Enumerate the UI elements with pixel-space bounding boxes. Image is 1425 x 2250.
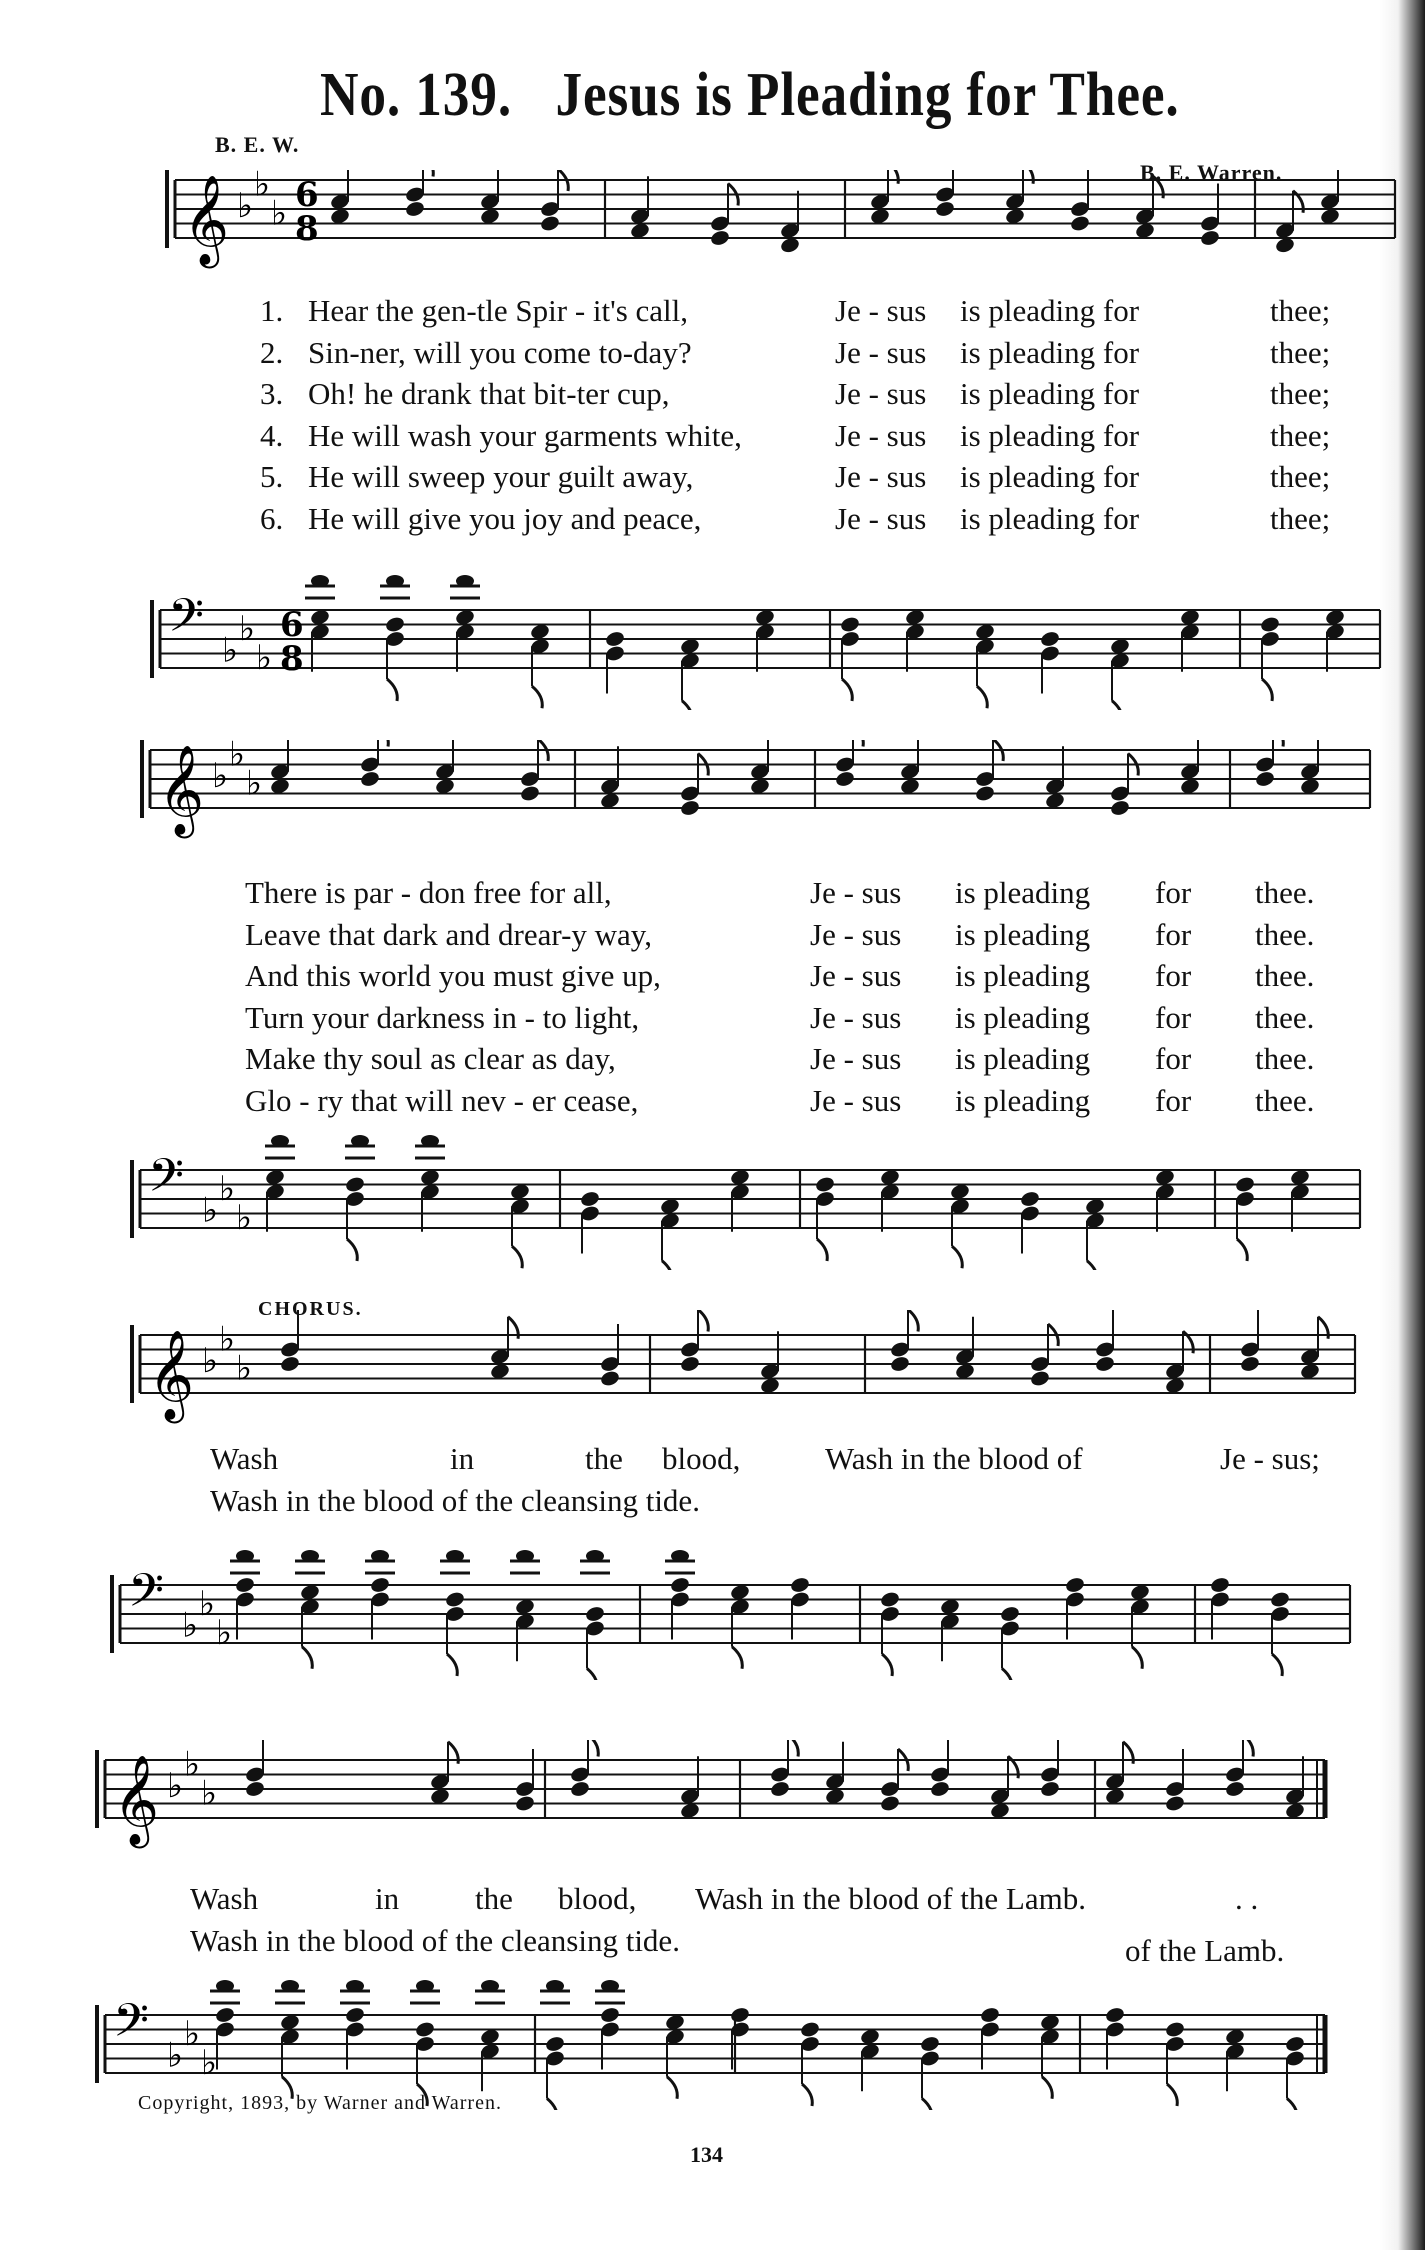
note-head (351, 1135, 369, 1147)
verse-line-a-6-part-2: He will give you joy and peace, (308, 500, 702, 536)
verse-line-b-5-part-2: Je - sus (810, 1041, 902, 1076)
flat-icon: ♭ (212, 756, 229, 796)
note-flag (682, 701, 692, 710)
note-head (384, 615, 405, 633)
note-head (234, 1576, 255, 1594)
verse-line-a-1-part-3: Je - sus (835, 293, 927, 328)
verse-line-b-5-part-3: is pleading (955, 1041, 1091, 1076)
note-head (1094, 1355, 1115, 1373)
verse-line-a-6-part-5: thee; (1270, 500, 1331, 536)
note-flag (698, 1310, 708, 1332)
verse-line-b-6-part-5: thee. (1255, 1082, 1315, 1118)
verse-line-b-2-part-3: is pleading (955, 916, 1091, 952)
system-3-bass-staff (0, 1530, 1400, 1680)
note-head (1069, 214, 1090, 232)
note-head (1039, 630, 1060, 648)
note-head (344, 1175, 365, 1193)
verse-line-a-5-part-2: He will sweep your guilt away, (308, 459, 694, 494)
note-flag (732, 1647, 742, 1669)
verse-line-a-1-part-1: 1. (260, 293, 284, 328)
verse-line-b-5-part-5: thee. (1255, 1041, 1315, 1076)
note-head (414, 2020, 435, 2038)
note-head (1164, 1794, 1185, 1812)
flat-icon: ♭ (219, 1168, 236, 1209)
chorus-line-2-lower (190, 1920, 1350, 1968)
flat-icon: ♭ (201, 1773, 218, 1814)
music-credit: B. E. Warren. (1140, 160, 1283, 185)
note-head (301, 1550, 319, 1562)
chorus-line-1-word-3: the (585, 1441, 623, 1476)
chorus-line-1-word-6: Je - sus; (1220, 1441, 1320, 1476)
verse-line-a-1 (260, 290, 1360, 332)
note-head (679, 1355, 700, 1373)
verse-line-a-3-part-2: Oh! he drank that bit-ter cup, (308, 376, 670, 411)
note-flag (952, 1246, 962, 1268)
note-flag (662, 1261, 672, 1270)
note-flag (1112, 701, 1122, 710)
verse-line-a-5-part-4: is pleading for (960, 459, 1140, 494)
verse-line-a-6-part-4: is pleading for (960, 500, 1140, 536)
note-head (799, 2020, 820, 2038)
note-flag (387, 679, 397, 701)
note-flag (853, 740, 863, 747)
hymn-title-row (320, 60, 1180, 131)
system-2-treble-staff (0, 740, 1400, 880)
words-credit: B. E. W. (215, 132, 300, 157)
chorus-line-2-upper (190, 1878, 1350, 1920)
note-head (1104, 2006, 1125, 2024)
note-head (671, 1550, 689, 1562)
note-flag (1243, 1740, 1253, 1757)
note-flag (888, 170, 898, 184)
verse-line-b-5-part-1: Make thy soul as clear as day, (245, 1041, 616, 1076)
note-head (919, 2035, 940, 2053)
note-head (516, 1550, 534, 1562)
verse-line-b-2-part-2: Je - sus (810, 916, 902, 952)
time-signature-top: 6 (280, 605, 304, 645)
system-1-treble-staff (0, 170, 1400, 310)
note-head (769, 1780, 790, 1798)
note-head (281, 1980, 299, 1992)
verse-line-a-3 (260, 373, 1360, 415)
note-flag (1287, 2099, 1297, 2111)
verse-line-a-2-part-5: thee; (1270, 334, 1331, 370)
note-flag (547, 2099, 557, 2111)
system-bracket (95, 2005, 99, 2083)
system-bracket (130, 1325, 134, 1403)
verse-line-b-4-part-4: for (1155, 999, 1192, 1035)
verse-line-a-4-part-4: is pleading for (960, 417, 1140, 453)
verse-line-a-4 (260, 415, 1360, 457)
note-head (879, 1794, 900, 1812)
note-head (514, 1794, 535, 1812)
note-flag (588, 1740, 598, 1757)
note-head (839, 615, 860, 633)
chorus-line-1-lower (210, 1480, 1360, 1522)
verse-line-b-6-part-1: Glo - ry that will nev - er cease, (245, 1082, 639, 1118)
verse-line-b-2-part-4: for (1155, 916, 1192, 952)
verse-line-b-1-part-2: Je - sus (810, 875, 902, 910)
chorus-lyrics-1 (210, 1438, 1360, 1521)
bass-clef-icon: 𝄢 (128, 1564, 165, 1629)
chorus-label: CHORUS. (258, 1298, 363, 1320)
verse-line-b-3-part-4: for (1155, 958, 1192, 993)
note-head (421, 1135, 439, 1147)
note-flag (512, 1246, 522, 1268)
verse-line-b-5 (245, 1038, 1345, 1080)
system-bracket (130, 1160, 134, 1238)
note-head (1109, 799, 1130, 817)
verse-line-a-6-part-1: 6. (260, 500, 284, 536)
note-flag (1023, 170, 1033, 184)
treble-clef-icon: 𝄞 (113, 1755, 160, 1845)
flat-icon: ♭ (202, 1190, 219, 1231)
flat-icon: ♭ (184, 2013, 201, 2054)
note-head (1234, 1175, 1255, 1193)
verse-lyrics-line-a (260, 290, 1360, 539)
note-head (346, 1980, 364, 1992)
note-head (386, 575, 404, 587)
flat-icon: ♭ (219, 1319, 236, 1360)
note-head (539, 214, 560, 232)
flat-icon: ♭ (216, 1612, 233, 1653)
note-head (599, 2006, 620, 2024)
flat-icon: ♭ (237, 186, 254, 226)
page-number: 134 (690, 2142, 723, 2167)
note-flag (347, 1239, 357, 1261)
verse-line-b-2-part-5: thee. (1255, 916, 1315, 952)
note-head (1064, 1576, 1085, 1594)
verse-line-b-4-part-5: thee. (1255, 999, 1315, 1035)
note-head (416, 1980, 434, 1992)
verse-line-a-2-part-3: Je - sus (835, 334, 927, 370)
verse-line-b-2 (245, 914, 1345, 956)
system-bracket (165, 170, 169, 248)
verse-line-a-3-part-4: is pleading for (960, 376, 1140, 411)
note-head (879, 1590, 900, 1608)
note-head (814, 1175, 835, 1193)
verse-line-a-4-part-3: Je - sus (835, 417, 927, 453)
verse-line-b-4-part-3: is pleading (955, 999, 1091, 1035)
note-head (1269, 1590, 1290, 1608)
note-flag (842, 679, 852, 701)
note-head (236, 1550, 254, 1562)
note-flag (423, 170, 433, 177)
flat-icon: ♭ (167, 1766, 184, 1806)
verse-line-a-5 (260, 456, 1360, 498)
chorus-line-2-word-4: blood, (558, 1881, 637, 1916)
note-head (216, 1980, 234, 1992)
chorus-line-2-word-1: Wash (190, 1881, 259, 1916)
flat-icon: ♭ (236, 1348, 253, 1389)
flat-icon: ♭ (184, 1744, 201, 1785)
system-bracket (140, 740, 144, 818)
note-flag (1273, 740, 1283, 747)
verse-line-b-2-part-1: Leave that dark and drear-y way, (245, 916, 653, 952)
note-head (271, 1135, 289, 1147)
verse-line-b-6-part-3: is pleading (955, 1082, 1091, 1118)
chorus-line-1-word-4: blood, (662, 1441, 741, 1476)
chorus-line-1-upper (210, 1438, 1360, 1480)
note-flag (788, 1740, 798, 1757)
note-flag (882, 1654, 892, 1676)
flat-icon: ♭ (246, 763, 263, 804)
verse-line-a-1-part-5: thee; (1270, 293, 1331, 328)
verse-line-a-5-part-5: thee; (1270, 459, 1331, 494)
flat-icon: ♭ (254, 170, 271, 205)
note-head (974, 784, 995, 802)
verse-line-b-3-part-3: is pleading (955, 958, 1091, 993)
note-flag (1167, 2084, 1177, 2106)
note-flag (802, 2084, 812, 2106)
verse-line-b-5-part-4: for (1155, 1041, 1192, 1076)
note-head (1209, 1576, 1230, 1594)
chorus-line-2-word-6: . . (1235, 1881, 1259, 1916)
note-flag (302, 1647, 312, 1669)
note-head (404, 200, 425, 218)
treble-clef-icon: 𝄞 (183, 175, 230, 265)
verse-line-b-3-part-2: Je - sus (810, 958, 902, 993)
note-head (601, 1980, 619, 1992)
note-head (569, 1780, 590, 1798)
hymn-title: Jesus is Pleading for Thee. (555, 61, 1180, 129)
chorus-line-1-word-2: in (450, 1441, 475, 1476)
verse-line-b-6 (245, 1080, 1345, 1122)
note-head (1199, 229, 1220, 247)
note-head (979, 2006, 1000, 2024)
note-flag (532, 686, 542, 708)
note-flag (378, 740, 388, 747)
note-flag (977, 686, 987, 708)
note-head (519, 784, 540, 802)
note-flag (667, 2077, 677, 2099)
note-head (344, 2006, 365, 2024)
verse-line-a-4-part-2: He will wash your garments white, (308, 417, 742, 453)
note-flag (922, 2099, 932, 2111)
chorus-line-1-lower-text: Wash in the blood of the cleansing tide. (210, 1482, 700, 1518)
note-head (1259, 615, 1280, 633)
chorus-line-2-word-2: in (375, 1881, 400, 1916)
note-head (1039, 1780, 1060, 1798)
note-head (1029, 1369, 1050, 1387)
verse-line-a-2 (260, 332, 1360, 374)
note-flag (1237, 1239, 1247, 1261)
system-2-bass-staff (0, 1120, 1400, 1270)
system-1-bass-staff (0, 560, 1400, 710)
bass-clef-icon: 𝄢 (168, 589, 205, 654)
flat-icon: ♭ (229, 740, 246, 775)
note-flag (1262, 679, 1272, 701)
verse-line-a-5-part-1: 5. (260, 459, 284, 494)
flat-icon: ♭ (182, 1605, 199, 1646)
note-head (679, 799, 700, 817)
note-head (1239, 1355, 1260, 1373)
chorus-line-2-word-3: the (475, 1881, 513, 1916)
copyright-notice: Copyright, 1893, by Warner and Warren. (138, 2092, 502, 2114)
note-flag (447, 1654, 457, 1676)
bass-clef-icon: 𝄢 (113, 1994, 150, 2059)
flat-icon: ♭ (236, 1197, 253, 1238)
verse-line-b-3 (245, 955, 1345, 997)
chorus-lyrics-2 (190, 1878, 1350, 1968)
verse-line-b-1 (245, 872, 1345, 914)
note-flag (1272, 1654, 1282, 1676)
verse-line-b-3-part-1: And this world you must give up, (245, 958, 661, 993)
note-head (789, 1576, 810, 1594)
verse-line-a-6 (260, 498, 1360, 540)
chorus-line-2-right-text: of the Lamb. (1125, 1932, 1285, 1968)
note-flag (1042, 2077, 1052, 2099)
note-head (1254, 770, 1275, 788)
system-bracket (95, 1750, 99, 1828)
time-signature-bottom: 8 (295, 209, 319, 249)
note-flag (1132, 1647, 1142, 1669)
note-head (999, 1605, 1020, 1623)
verse-line-a-3-part-3: Je - sus (835, 376, 927, 411)
note-head (481, 1980, 499, 1992)
verse-line-b-6-part-4: for (1155, 1082, 1192, 1118)
system-4-bass-staff (0, 1960, 1400, 2110)
chorus-line-1-word-1: Wash (210, 1441, 279, 1476)
note-head (1284, 2035, 1305, 2053)
note-head (359, 770, 380, 788)
system-4-treble-staff (0, 1740, 1400, 1890)
verse-line-a-6-part-3: Je - sus (835, 500, 927, 536)
verse-line-b-4-part-2: Je - sus (810, 999, 902, 1035)
verse-line-b-4-part-1: Turn your darkness in - to light, (245, 999, 640, 1035)
note-head (929, 1780, 950, 1798)
note-flag (1002, 1669, 1012, 1681)
note-head (599, 1369, 620, 1387)
note-head (934, 200, 955, 218)
treble-clef-icon: 𝄞 (148, 1330, 195, 1420)
note-head (456, 575, 474, 587)
chorus-line-1-word-5: Wash in the blood of (825, 1441, 1083, 1476)
verse-line-b-1-part-5: thee. (1255, 875, 1315, 910)
verse-line-a-1-part-4: is pleading for (960, 293, 1140, 328)
note-head (1164, 2020, 1185, 2038)
flat-icon: ♭ (202, 1341, 219, 1381)
verse-line-a-1-part-2: Hear the gen-tle Spir - it's call, (308, 293, 689, 328)
note-head (1019, 1190, 1040, 1208)
note-flag (817, 1239, 827, 1261)
verse-line-a-4-part-5: thee; (1270, 417, 1331, 453)
verse-line-b-6-part-2: Je - sus (810, 1082, 902, 1118)
verse-line-b-1-part-1: There is par - don free for all, (245, 875, 612, 910)
note-head (446, 1550, 464, 1562)
chorus-line-2-lower-text: Wash in the blood of the cleansing tide. (190, 1922, 680, 1958)
verse-line-a-3-part-5: thee; (1270, 376, 1331, 411)
note-head (584, 1605, 605, 1623)
note-head (579, 1190, 600, 1208)
note-head (279, 1355, 300, 1373)
verse-line-a-2-part-1: 2. (260, 334, 284, 370)
note-head (604, 630, 625, 648)
time-signature-bottom: 8 (280, 639, 304, 679)
treble-clef-icon: 𝄞 (158, 745, 205, 835)
note-flag (908, 1310, 918, 1332)
note-head (369, 1576, 390, 1594)
flat-icon: ♭ (239, 608, 256, 649)
note-head (1224, 1780, 1245, 1798)
note-head (311, 575, 329, 587)
note-head (546, 1980, 564, 1992)
flat-icon: ♭ (222, 630, 239, 671)
flat-icon: ♭ (167, 2035, 184, 2076)
note-head (889, 1355, 910, 1373)
time-signature-top: 6 (295, 175, 319, 215)
verse-line-a-2-part-2: Sin-ner, will you come to-day? (308, 334, 692, 370)
verse-line-b-3-part-5: thee. (1255, 958, 1315, 993)
verse-line-a-5-part-3: Je - sus (835, 459, 927, 494)
flat-icon: ♭ (201, 2042, 218, 2083)
note-head (214, 2006, 235, 2024)
chorus-line-2-word-5: Wash in the blood of the Lamb. (695, 1881, 1086, 1916)
hymn-number: No. 139. (320, 61, 513, 129)
note-head (709, 229, 730, 247)
verse-line-b-1-part-3: is pleading (955, 875, 1091, 910)
note-head (444, 1590, 465, 1608)
note-head (834, 770, 855, 788)
note-flag (1087, 1261, 1097, 1270)
note-head (371, 1550, 389, 1562)
system-bracket (150, 600, 154, 678)
flat-icon: ♭ (256, 637, 273, 678)
verse-lyrics-line-b (245, 872, 1345, 1121)
bass-clef-icon: 𝄢 (148, 1149, 185, 1214)
note-head (244, 1780, 265, 1798)
verse-line-b-4 (245, 997, 1345, 1039)
verse-line-a-2-part-4: is pleading for (960, 334, 1140, 370)
note-flag (587, 1669, 597, 1681)
verse-line-a-3-part-1: 3. (260, 376, 284, 411)
verse-line-a-4-part-1: 4. (260, 417, 284, 453)
note-head (729, 2006, 750, 2024)
system-bracket (110, 1575, 114, 1653)
note-head (586, 1550, 604, 1562)
note-head (669, 1576, 690, 1594)
note-head (544, 2035, 565, 2053)
flat-icon: ♭ (271, 193, 288, 234)
flat-icon: ♭ (199, 1583, 216, 1624)
verse-line-b-1-part-4: for (1155, 875, 1192, 910)
